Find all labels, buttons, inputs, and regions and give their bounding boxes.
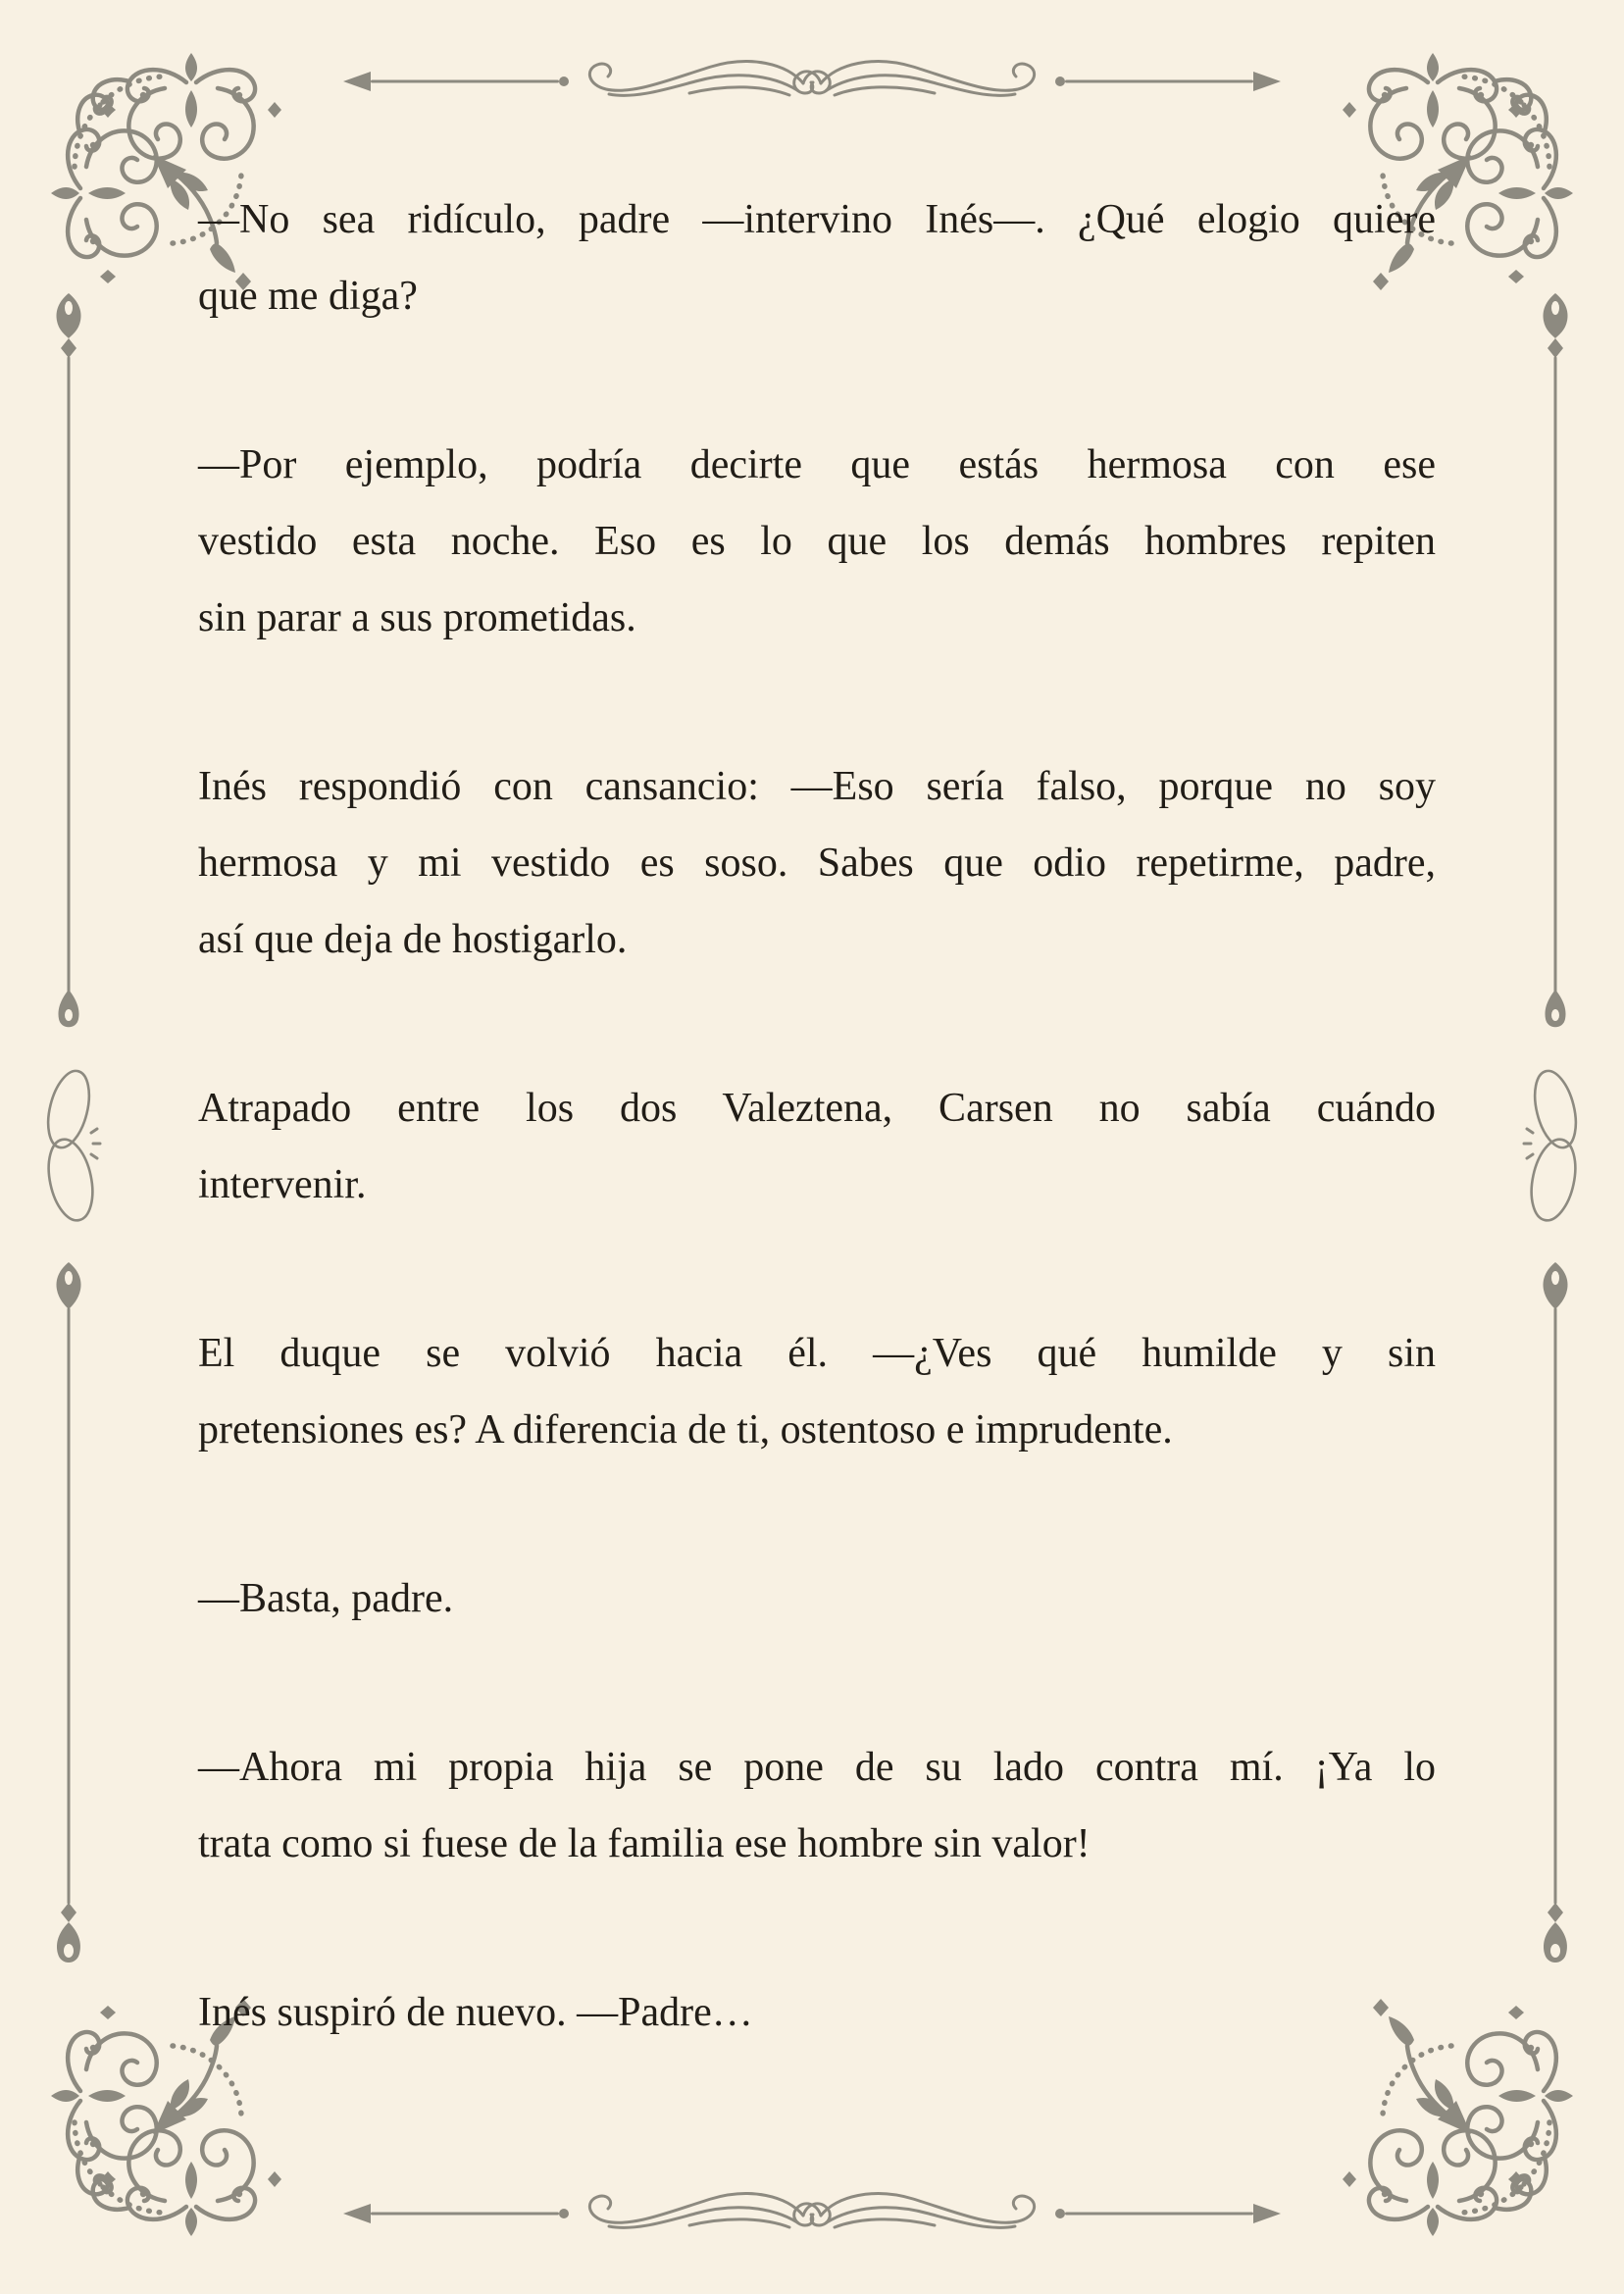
paragraph-4 — [198, 1070, 1436, 1223]
text-line: —Basta, padre. — [198, 1576, 454, 1621]
paragraph-6 — [198, 1560, 1436, 1637]
text-line: El duque se volvió hacia él. —¿Ves qué humilde y sin — [198, 1331, 1436, 1376]
paragraph-8 — [198, 1974, 1436, 2051]
text-line: sin parar a sus prometidas. — [198, 595, 636, 640]
text-line: —No sea ridículo, padre —intervino Inés—. ¿Qué elogio quiere — [198, 197, 1436, 242]
text-line: así que deja de hostigarlo. — [198, 917, 628, 962]
text-line: que me diga? — [198, 274, 418, 319]
text-line: Inés suspiró de nuevo. —Padre… — [198, 1990, 753, 2035]
text-line: hermosa y mi vestido es soso. Sabes que odio repetirme, padre, — [198, 841, 1436, 886]
text-line: —Ahora mi propia hija se pone de su lado contra mí. ¡Ya lo — [198, 1745, 1436, 1790]
bottom-divider-arrow-swirl-icon — [341, 2169, 1283, 2258]
paragraph-7 — [198, 1729, 1436, 1882]
text-line: trata como si fuese de la familia ese hombre sin valor! — [198, 1821, 1091, 1866]
paragraph-3 — [198, 748, 1436, 978]
text-line: vestido esta noche. Eso es lo que los demás hombres repiten — [198, 519, 1436, 564]
top-divider-arrow-swirl-icon — [341, 37, 1283, 126]
text-line: —Por ejemplo, podría decirte que estás hermosa con ese — [198, 442, 1436, 487]
text-line: pretensiones es? A diferencia de ti, ostentoso e imprudente. — [198, 1407, 1173, 1453]
right-border-ornament-icon — [1526, 289, 1581, 1971]
page-text — [198, 181, 1436, 2051]
text-line: intervenir. — [198, 1162, 367, 1207]
text-line: Inés respondió con cansancio: —Eso sería falso, porque no soy — [198, 764, 1436, 809]
left-border-ornament-icon — [43, 289, 98, 1971]
paragraph-1 — [198, 181, 1436, 334]
paragraph-5 — [198, 1315, 1436, 1468]
paragraph-2 — [198, 427, 1436, 656]
text-line: Atrapado entre los dos Valeztena, Carsen no sabía cuándo — [198, 1086, 1436, 1131]
